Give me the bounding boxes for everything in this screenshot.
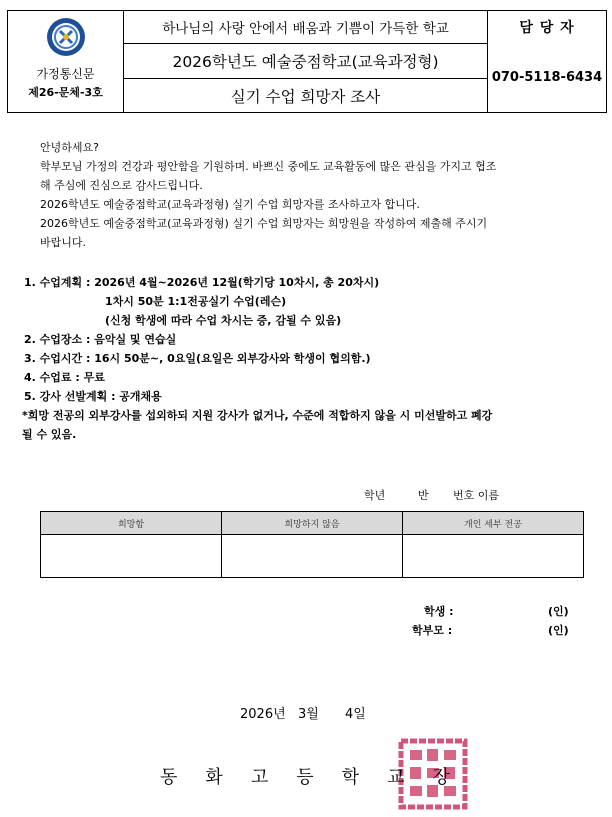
header-major: 개인 세부 전공 bbox=[403, 512, 584, 535]
number-name-label: 번호 이름 bbox=[453, 489, 500, 502]
cell-major[interactable] bbox=[403, 535, 584, 578]
note-line-2: 될 수 있음. bbox=[22, 428, 77, 441]
header-not-want: 희망하지 않음 bbox=[222, 512, 403, 535]
title-line-1: 2026학년도 예술중점학교(교육과정형) bbox=[124, 44, 488, 79]
paragraph-3-line-1: 2026학년도 예술중점학교(교육과정형) 실기 수업 희망자는 희망원을 작성하여 제출해 주시기 bbox=[40, 217, 488, 230]
paragraph-1-line-2: 해 주심에 진심으로 감사드립니다. bbox=[40, 179, 203, 192]
item-2-place: 2. 수업장소 : 음악실 및 연습실 bbox=[24, 333, 177, 346]
item-1-note: (신청 학생에 따라 수업 차시는 증, 감될 수 있음) bbox=[105, 314, 342, 327]
class-label: 반 bbox=[418, 489, 429, 502]
school-char: 장 bbox=[432, 767, 450, 788]
school-char: 고 bbox=[250, 767, 269, 788]
student-label: 학생 : bbox=[424, 605, 454, 618]
item-1-schedule: 1. 수업계획 : 2026년 4월~2026년 12월(학기당 10차시, 총 20차시) bbox=[24, 276, 380, 289]
item-3-time: 3. 수업시간 : 16시 50분~, 0요일(요일은 외부강사와 학생이 협의함.) bbox=[24, 352, 371, 365]
student-seal-mark[interactable]: (인) bbox=[548, 605, 569, 618]
newsletter-label: 가정통신문 bbox=[36, 67, 95, 81]
date-year: 2026년 bbox=[240, 707, 286, 722]
school-char: 학 bbox=[341, 767, 360, 788]
item-5-instructor: 5. 강사 선발계획 : 공개채용 bbox=[24, 390, 162, 403]
greeting: 안녕하세요? bbox=[40, 141, 99, 154]
manager-label-text: 담 당 자 bbox=[519, 20, 575, 37]
header-want: 희망함 bbox=[41, 512, 222, 535]
newsletter-cell bbox=[8, 11, 124, 113]
parent-seal-mark[interactable]: (인) bbox=[548, 624, 569, 637]
manager-label bbox=[488, 11, 607, 44]
newsletter-number: 제26-문체-3호 bbox=[28, 86, 103, 99]
paragraph-2: 2026학년도 예술중점학교(교육과정형) 실기 수업 희망자를 조사하고자 합니다. bbox=[40, 198, 420, 211]
paragraph-1-line-1: 학부모님 가정의 건강과 평안함을 기원하며. 바쁘신 중에도 교육활동에 많은 관심을 가지고 협조 bbox=[40, 160, 497, 173]
title-line-2: 실기 수업 희망자 조사 bbox=[124, 79, 488, 113]
school-logo-icon bbox=[46, 17, 86, 57]
paragraph-3-line-2: 바랍니다. bbox=[40, 236, 87, 249]
date-day: 4일 bbox=[345, 707, 366, 722]
survey-table bbox=[40, 511, 584, 578]
item-4-fee: 4. 수업료 : 무료 bbox=[24, 371, 105, 384]
school-char: 등 bbox=[296, 767, 314, 788]
manager-phone: 070-5118-6434 bbox=[488, 44, 607, 113]
item-1-lesson: 1차시 50분 1:1전공실기 수업(레슨) bbox=[105, 295, 287, 308]
header-table bbox=[7, 10, 607, 113]
date-month: 3월 bbox=[298, 707, 319, 722]
school-char: 동 bbox=[160, 767, 178, 788]
school-principal-name bbox=[160, 763, 450, 789]
cell-want[interactable] bbox=[41, 535, 222, 578]
grade-label: 학년 bbox=[364, 489, 386, 502]
parent-label: 학부모 : bbox=[412, 624, 453, 637]
school-motto: 하나님의 사랑 안에서 배움과 기쁨이 가득한 학교 bbox=[124, 11, 488, 44]
school-char: 화 bbox=[205, 767, 223, 788]
note-line-1: *희망 전공의 외부강사를 섭외하되 지원 강사가 없거나, 수준에 적합하지 않을 시 미선발하고 폐강 bbox=[22, 409, 493, 422]
cell-not-want[interactable] bbox=[222, 535, 403, 578]
school-char: 교 bbox=[387, 767, 405, 788]
